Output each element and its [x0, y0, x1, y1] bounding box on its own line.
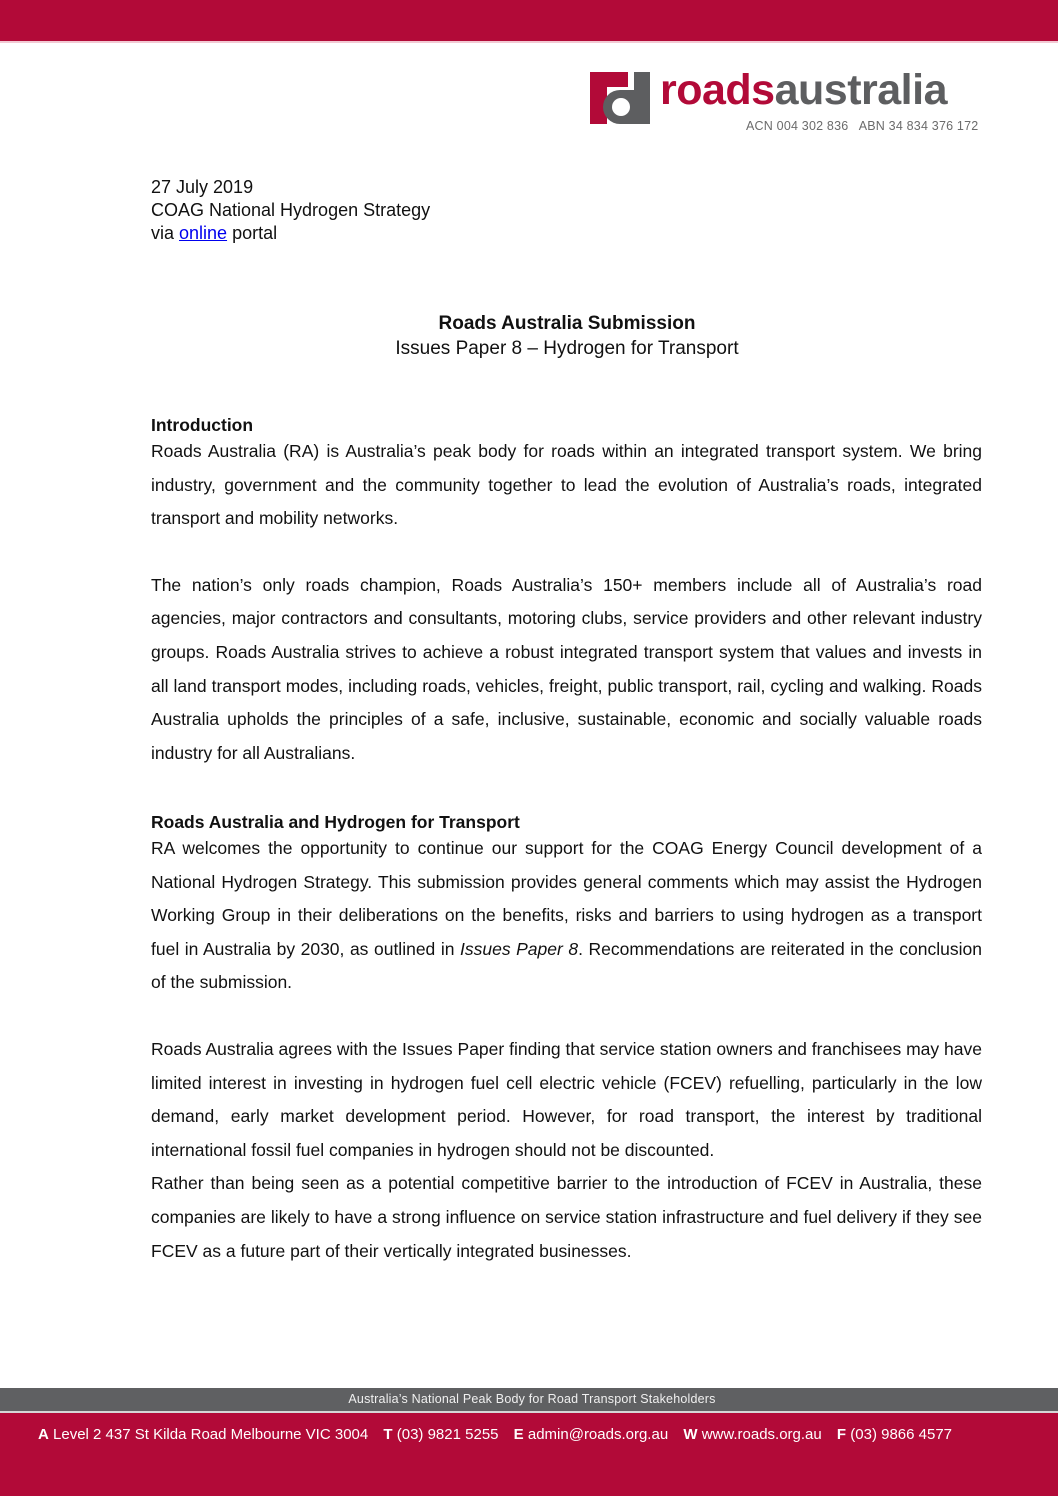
ra-logo-mark-icon — [590, 72, 650, 124]
section-heading: Introduction — [151, 415, 254, 435]
section-hydrogen-for-transport — [151, 811, 982, 1268]
footer-website: W www.roads.org.au — [683, 1426, 822, 1443]
paragraph: RA welcomes the opportunity to continue our support for the COAG Energy Council development of a National Hydrogen Strategy. This submission provides general comments which may assist the Hydrogen Working Group in their deliberations on the benefits, risks and barriers to using hydrogen as a transport fuel in Australia by 2030, as outlined in Issues Paper 8. Recommendations are reiterated in the conclusion of the submission. — [151, 838, 982, 993]
letter-date: 27 July 2019 — [151, 177, 254, 197]
document-title — [0, 311, 1058, 361]
paragraph: Roads Australia agrees with the Issues Paper finding that service station owners and franchisees may have limited interest in investing in hydrogen fuel cell electric vehicle (FCEV) refuelling, particularly in the low demand, early market development period. However, for road transport, the interest by traditional international fossil fuel companies in hydrogen should not be discounted. — [151, 1038, 982, 1160]
section-introduction — [151, 414, 982, 770]
delivery-method: via online portal — [151, 223, 278, 243]
footer-phone: T (03) 9821 5255 — [383, 1426, 499, 1443]
paragraph: Rather than being seen as a potential competitive barrier to the introduction of FCEV in Australia, these companies are likely to have a strong influence on service station infrastructure and fuel delivery if they see FCEV as a future part of their vertically integrated businesses. — [151, 1173, 982, 1261]
header-band — [0, 0, 1058, 41]
paragraph: The nation’s only roads champion, Roads Australia’s 150+ members include all of Australia’s road agencies, major contractors and consultants, motoring clubs, service providers and other relevant industry groups. Roads Australia strives to achieve a robust integrated transport system that values and invests in all land transport modes, including roads, vehicles, freight, public transport, rail, cycling and walking. Roads Australia upholds the principles of a safe, inclusive, sustainable, economic and socially valuable roads industry for all Australians. — [151, 574, 982, 763]
roads-australia-logo — [590, 66, 990, 135]
footer-tagline: Australia’s National Peak Body for Road Transport Stakeholders — [348, 1392, 716, 1406]
header-band-edge — [0, 41, 1058, 43]
recipient: COAG National Hydrogen Strategy — [151, 200, 431, 220]
acn-abn-registration: ACN 004 302 836 ABN 34 834 376 172 — [746, 119, 979, 133]
logo-wordmark: roadsaustralia — [660, 66, 947, 114]
title-main: Roads Australia Submission — [438, 313, 696, 334]
footer-address: A Level 2 437 St Kilda Road Melbourne VIC 3004 — [38, 1426, 369, 1443]
footer-email: E admin@roads.org.au — [513, 1426, 669, 1443]
title-subtitle: Issues Paper 8 – Hydrogen for Transport — [395, 338, 739, 359]
section-heading: Roads Australia and Hydrogen for Transport — [151, 812, 520, 832]
online-portal-link[interactable]: online — [179, 223, 228, 243]
paragraph: Roads Australia (RA) is Australia’s peak body for roads within an integrated transport system. We bring industry, government and the community together to lead the evolution of Australia’s roads, integrated transport and mobility networks. — [151, 441, 982, 529]
footer-contacts — [38, 1424, 963, 1446]
footer-fax: F (03) 9866 4577 — [836, 1426, 953, 1443]
address-block — [151, 176, 430, 245]
